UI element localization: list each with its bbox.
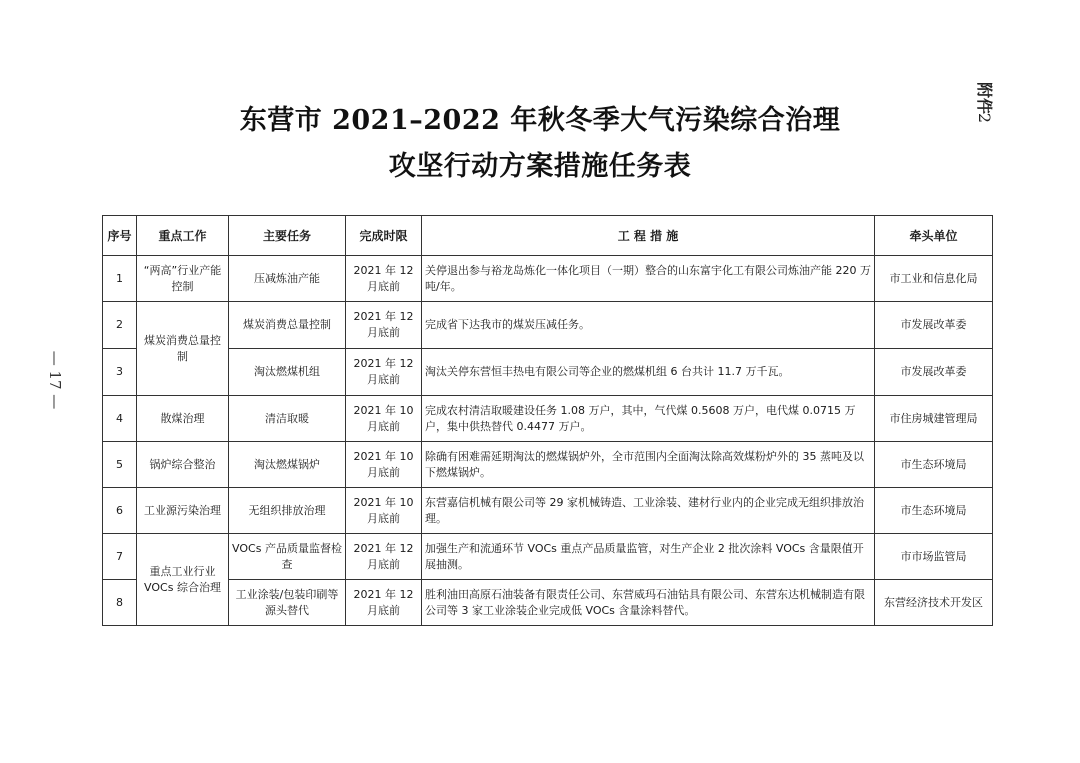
table-row [103, 256, 993, 302]
row-measure: 东营嘉信机械有限公司等 29 家机械铸造、工业涂装、建材行业内的企业完成无组织排放治理。 [422, 488, 875, 534]
group-coal: 煤炭消费总量控制 [137, 302, 229, 396]
row-no: 2 [103, 302, 137, 349]
header-no: 序号 [103, 216, 137, 256]
row-measure: 胜利油田高原石油装备有限责任公司、东营威玛石油钻具有限公司、东营东达机械制造有限公司等 3 家工业涂装企业完成低 VOCs 含量涂料替代。 [422, 580, 875, 626]
row-no: 8 [103, 580, 137, 626]
row-main-task: 压减炼油产能 [229, 256, 346, 302]
row-no: 6 [103, 488, 137, 534]
attachment-label-text: 附件 [975, 81, 994, 114]
row-deadline: 2021 年 12 月底前 [346, 302, 422, 349]
table-row [103, 396, 993, 442]
table-row [103, 302, 993, 349]
row-main-task: VOCs 产品质量监督检查 [229, 534, 346, 580]
header-deadline: 完成时限 [346, 216, 422, 256]
row-main-task: 淘汰燃煤机组 [229, 349, 346, 396]
page-number-text: — 17 — [46, 350, 64, 410]
row-measure: 完成省下达我市的煤炭压减任务。 [422, 302, 875, 349]
group-industry: 工业源污染治理 [137, 488, 229, 534]
row-deadline: 2021 年 10 月底前 [346, 442, 422, 488]
table-row [103, 442, 993, 488]
row-measure: 除确有困难需延期淘汰的燃煤锅炉外，全市范围内全面淘汰除高效煤粉炉外的 35 蒸吨及以下燃煤锅炉。 [422, 442, 875, 488]
table-row [103, 488, 993, 534]
row-measure: 淘汰关停东营恒丰热电有限公司等企业的燃煤机组 6 台共计 11.7 万千瓦。 [422, 349, 875, 396]
row-no: 3 [103, 349, 137, 396]
header-measure: 工 程 措 施 [422, 216, 875, 256]
attachment-label [966, 81, 1002, 128]
table-row [103, 349, 993, 396]
task-table [102, 215, 993, 626]
row-main-task: 工业涂装/包装印刷等源头替代 [229, 580, 346, 626]
document-title-line1: 东营市 2021–2022 年秋冬季大气污染综合治理 [239, 105, 841, 136]
header-key-work: 重点工作 [137, 216, 229, 256]
table-header-row [103, 216, 993, 256]
page-number [40, 343, 70, 423]
row-lead-unit: 市生态环境局 [875, 442, 993, 488]
row-lead-unit: 市工业和信息化局 [875, 256, 993, 302]
row-no: 7 [103, 534, 137, 580]
row-lead-unit: 市发展改革委 [875, 302, 993, 349]
row-main-task: 煤炭消费总量控制 [229, 302, 346, 349]
row-no: 4 [103, 396, 137, 442]
row-key-work: 散煤治理 [137, 396, 229, 442]
group-vocs: 重点工业行业VOCs 综合治理 [137, 534, 229, 626]
row-measure: 加强生产和流通环节 VOCs 重点产品质量监管，对生产企业 2 批次涂料 VOCs 含量限值开展抽测。 [422, 534, 875, 580]
row-main-task: 清洁取暖 [229, 396, 346, 442]
row-deadline: 2021 年 12 月底前 [346, 256, 422, 302]
row-lead-unit: 市发展改革委 [875, 349, 993, 396]
row-lead-unit: 市生态环境局 [875, 488, 993, 534]
row-deadline: 2021 年 12 月底前 [346, 349, 422, 396]
document-title-line2: 攻坚行动方案措施任务表 [388, 151, 692, 182]
table-row [103, 580, 993, 626]
row-key-work: “两高”行业产能控制 [137, 256, 229, 302]
header-main-task: 主要任务 [229, 216, 346, 256]
row-measure: 关停退出参与裕龙岛炼化一体化项目（一期）整合的山东富宇化工有限公司炼油产能 220 万吨/年。 [422, 256, 875, 302]
row-deadline: 2021 年 12 月底前 [346, 580, 422, 626]
row-deadline: 2021 年 12 月底前 [346, 534, 422, 580]
row-no: 1 [103, 256, 137, 302]
attachment-number: 2 [975, 112, 994, 124]
row-deadline: 2021 年 10 月底前 [346, 488, 422, 534]
row-key-work: 锅炉综合整治 [137, 442, 229, 488]
row-main-task: 淘汰燃煤锅炉 [229, 442, 346, 488]
row-main-task: 无组织排放治理 [229, 488, 346, 534]
row-lead-unit: 市住房城建管理局 [875, 396, 993, 442]
table-row [103, 534, 993, 580]
row-deadline: 2021 年 10 月底前 [346, 396, 422, 442]
row-no: 5 [103, 442, 137, 488]
row-lead-unit: 东营经济技术开发区 [875, 580, 993, 626]
header-lead-unit: 牵头单位 [875, 216, 993, 256]
row-measure: 完成农村清洁取暖建设任务 1.08 万户，其中，气代煤 0.5608 万户，电代煤 0.0715 万户，集中供热替代 0.4477 万户。 [422, 396, 875, 442]
row-lead-unit: 市市场监管局 [875, 534, 993, 580]
